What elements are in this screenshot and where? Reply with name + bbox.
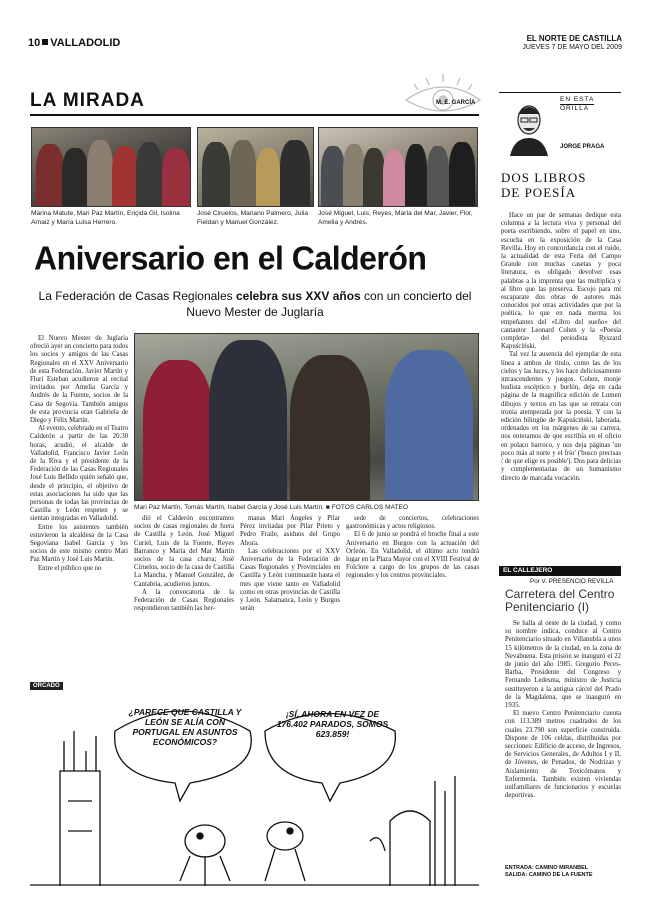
paragraph: El 6 de junio se pondrá el broche final a este Aniversario en Burgos con la actuación del Orfeón. En Valladolid, el último acto tendrá lugar en la Plaza Mayor con el XVIII Festival de Folclore a cargo de los grupos de las casas regionales y los centros provinciales. xyxy=(346,531,479,580)
column-body xyxy=(501,212,621,483)
paragraph: Al evento, celebrado en el Teatro Calderón a partir de las 20.30 horas, acudió, el alcalde de Valladolid, Francisco Javier León de la Riva y el presidente de la Federación de las Casas Regionales José Luis Bellido quién señaló que, desde el principio, el objetivo de estas asociaciones ha sido que las personas de todas las provincias de Castilla y León respeten y se sientan integradas en Valladolid. xyxy=(30,425,128,523)
article-column-1 xyxy=(30,335,128,573)
page-number-section xyxy=(28,37,120,49)
masthead xyxy=(522,34,622,52)
article-column-3 xyxy=(240,515,340,613)
right-column-rule xyxy=(499,92,621,93)
issue-date: JUEVES 7 DE MAYO DEL 2009 xyxy=(522,44,622,51)
speech-bubble-2: ¡SÍ, AHORA EN VEZ DE 176.402 PARADOS, SOMOS 623.859! xyxy=(276,709,389,739)
speech-bubble-1: ¿PARECE QUE CASTILLA Y LEÓN SE ALÍA CON PORTUGAL EN ASUNTOS ECONÓMICOS? xyxy=(128,707,242,747)
group-photo-3 xyxy=(318,127,478,207)
paragraph: El nuevo Centro Penitenciario cuenta con 113.389 metros cuadrados de los cuales 23.790 son superficie construida. Dispone de 106 celdas, distribuidas por secciones: Edificio de acceso, de Ingresos, de Servicios Generales, de Adultos I y II, de Jóvenes, de Penados, de Nodrizas y Aislamiento de Toxicómanos y Enfermería. También existen viviendas unifamiliares de funcionarios y escuelas deportivas. xyxy=(505,710,621,800)
column-author: JORGE PRAGA xyxy=(560,144,605,150)
column-title-line-1: DOS LIBROS xyxy=(501,170,587,185)
subhead-text-end: con un concierto del Nuevo Mester de Juglaría xyxy=(186,289,472,319)
group-photo-1 xyxy=(31,127,191,207)
main-photo-caption: Mari Paz Martín, Tomás Martín, Isabel García y José Luis Martín. ■ FOTOS CARLOS MATEO xyxy=(134,504,409,511)
square-bullet-icon xyxy=(42,39,48,45)
page-number: 10 xyxy=(28,37,41,49)
cartoon-drawing-icon xyxy=(30,691,479,887)
photo-caption-3: José Miguel, Luis, Reyes, María del Mar, Javier, Flor, Amelia y Andrés. xyxy=(318,210,473,226)
subhead-text: La Federación de Casas Regionales xyxy=(38,289,236,303)
section-rule xyxy=(30,114,479,116)
group-photo-2 xyxy=(197,127,314,207)
paragraph: A la convocatoria de la Federación de Casas Regionales respondieron también las her- xyxy=(134,588,234,613)
callejero-footer xyxy=(505,865,621,879)
paragraph: Tal vez la ausencia del ejemplar de esta línea a ambos de título, como las de los cielos y las luces, y los hace deliciosamente intrascendentes y juegos. Cohen, monje budista escéptico y burlón, deja en cada página de la magnífica edición de Lumen dibujos y textos en las que se retrata con ironía atemperada por la poesía. Y con la edición bilingüe de Kapuściński, laborada, ordenados en los márgenes de su carrera, nos enteramos de que escribía en el oficio en polaco barroco, y nos deja páginas 'un poco más al norte y el frío' ('busco precisas / de que elige es posible'). Dos para delicias y complementarias de un humanismo directo de marcada vocación. xyxy=(501,351,621,482)
photo-caption-2: José Ciruelos, Mariano Palmero, Julia Fieldan y Manuel González. xyxy=(197,210,309,226)
main-photo xyxy=(134,333,479,501)
paragraph: Las celebraciones por el XXV Aniversario de la Federación de Casas Regionales y Provinciales en Castilla y León continuarán hasta el mes que viene tanto en Valladolid como en otras provincias de Castilla y León. Salamanca, León y Burgos serán xyxy=(240,547,340,613)
cartoon-tag: ORCADO xyxy=(30,682,63,690)
page-header xyxy=(28,32,622,54)
column-label-line-1: EN ESTA xyxy=(560,96,595,103)
headline: Aniversario en el Calderón xyxy=(34,239,427,277)
section-author: M. E. GARCÍA xyxy=(436,100,476,106)
cartoon xyxy=(30,691,479,887)
section-name: VALLADOLID xyxy=(50,37,121,49)
paragraph: Se halla al oeste de la ciudad, y como su nombre indica, conduce al Centro Penitenciario situado en Villanubla a unos 15 kilómetros de la ciudad, en la zona de Nevabuena. Esta prisión se inauguró el 22 de junio del año 1985. Gregorio Peces-Barba, Presidente del Congreso y Fernando Ledesma, ministro de Justicia sustituyeron a la antigua cárcel del Prado de la Magdalena, que se inauguró en 1935. xyxy=(505,620,621,710)
paragraph: Hace un par de semanas dedique esta columna a la lectura viva y personal del poeta escribiendo, sobre el papel en uno, escucha en la exposición de la Casa Revilla. Hoy en concordancia con el ruido, la actualidad de esta Feria del Campo Grande con muchas casetas y poca literatura, es obligado devolver esas palabras a la imprenta que las multiplica y al libro que las preserva. Escojo para mí escaparate dos obras de autores más conocidos por otras actividades que por la poética, lo que en nada merma los empeñantes del «Libro del sueño» del cantautor Leonard Cohen y la «Poesía completa» del periodista Ryszard Kapuściński. xyxy=(501,212,621,351)
callejero-title: Carretera del Centro Penitenciario (I) xyxy=(505,587,615,614)
callejero-tag: EL CALLEJERO xyxy=(499,566,621,576)
paragraph: sede de conciertos, celebraciones gastronómicas y actos religiosos. xyxy=(346,515,479,531)
callejero-author: Por V. PRESENCIO REVILLA xyxy=(530,578,614,585)
column-label-line-2: ORILLA xyxy=(560,104,594,113)
author-portrait-icon xyxy=(506,98,552,156)
newspaper-name: EL NORTE DE CASTILLA xyxy=(526,34,622,43)
article-column-4 xyxy=(346,515,479,581)
paragraph: Entre los asistentes también estuvieron la alcaldesa de la Casa Segoviana Isabel García y los socios de este mismo centro Mari Paz Martín y José Luis Martín. xyxy=(30,523,128,564)
paragraph: El Nuevo Mester de Juglaría ofreció ayer un concierto para todos los socios y amigos de las Casas Regionales en el XXV Aniversario de esta Federación. Javier Martín y Fluri Esteban acudieron al recital invitados por Amelia García y Andrés de la Fuente, socios de la Casa de Segovia. También amigos de esta provincia eran Gabriela de Diego y Félix Martín. xyxy=(30,335,128,425)
column-label xyxy=(560,96,594,113)
paragraph: manas Mari Ángeles y Pilar Pérez invitadas por Pilar Prieto y Pedro Fraile, asiduos del Grupo Ahora. xyxy=(240,515,340,547)
article-column-2 xyxy=(134,515,234,613)
subheadline xyxy=(30,288,480,320)
paragraph: Entre el público que no xyxy=(38,564,102,572)
callejero-entry: ENTRADA: CAMINO MIRANBEL xyxy=(505,865,589,871)
column-title-line-2: DE POESÍA xyxy=(501,185,577,200)
photo-caption-1: Marina Matute, Mari Paz Martín, Eriçida Gil, Isolina Arnaiz y María Luisa Herrero. xyxy=(31,210,180,226)
section-title: LA MIRADA xyxy=(30,90,145,111)
column-title xyxy=(501,170,587,200)
paragraph: dió el Calderón encontramos socios de casas regionales de fuera de Castilla y León. José Miguel Curiel, Luis de la Fuente, Reyes Barranco y María del Mar Martín socios de la casa charra; José Ciruelos, socio de la casa de Castilla La Mancha, y Manuel González, de Cantabria, acudieron juntos. xyxy=(134,515,234,588)
callejero-exit: SALIDA: CAMINO DE LA FUENTE xyxy=(505,872,593,878)
subhead-bold: celebra sus XXV años xyxy=(235,289,361,303)
callejero-body xyxy=(505,620,621,800)
